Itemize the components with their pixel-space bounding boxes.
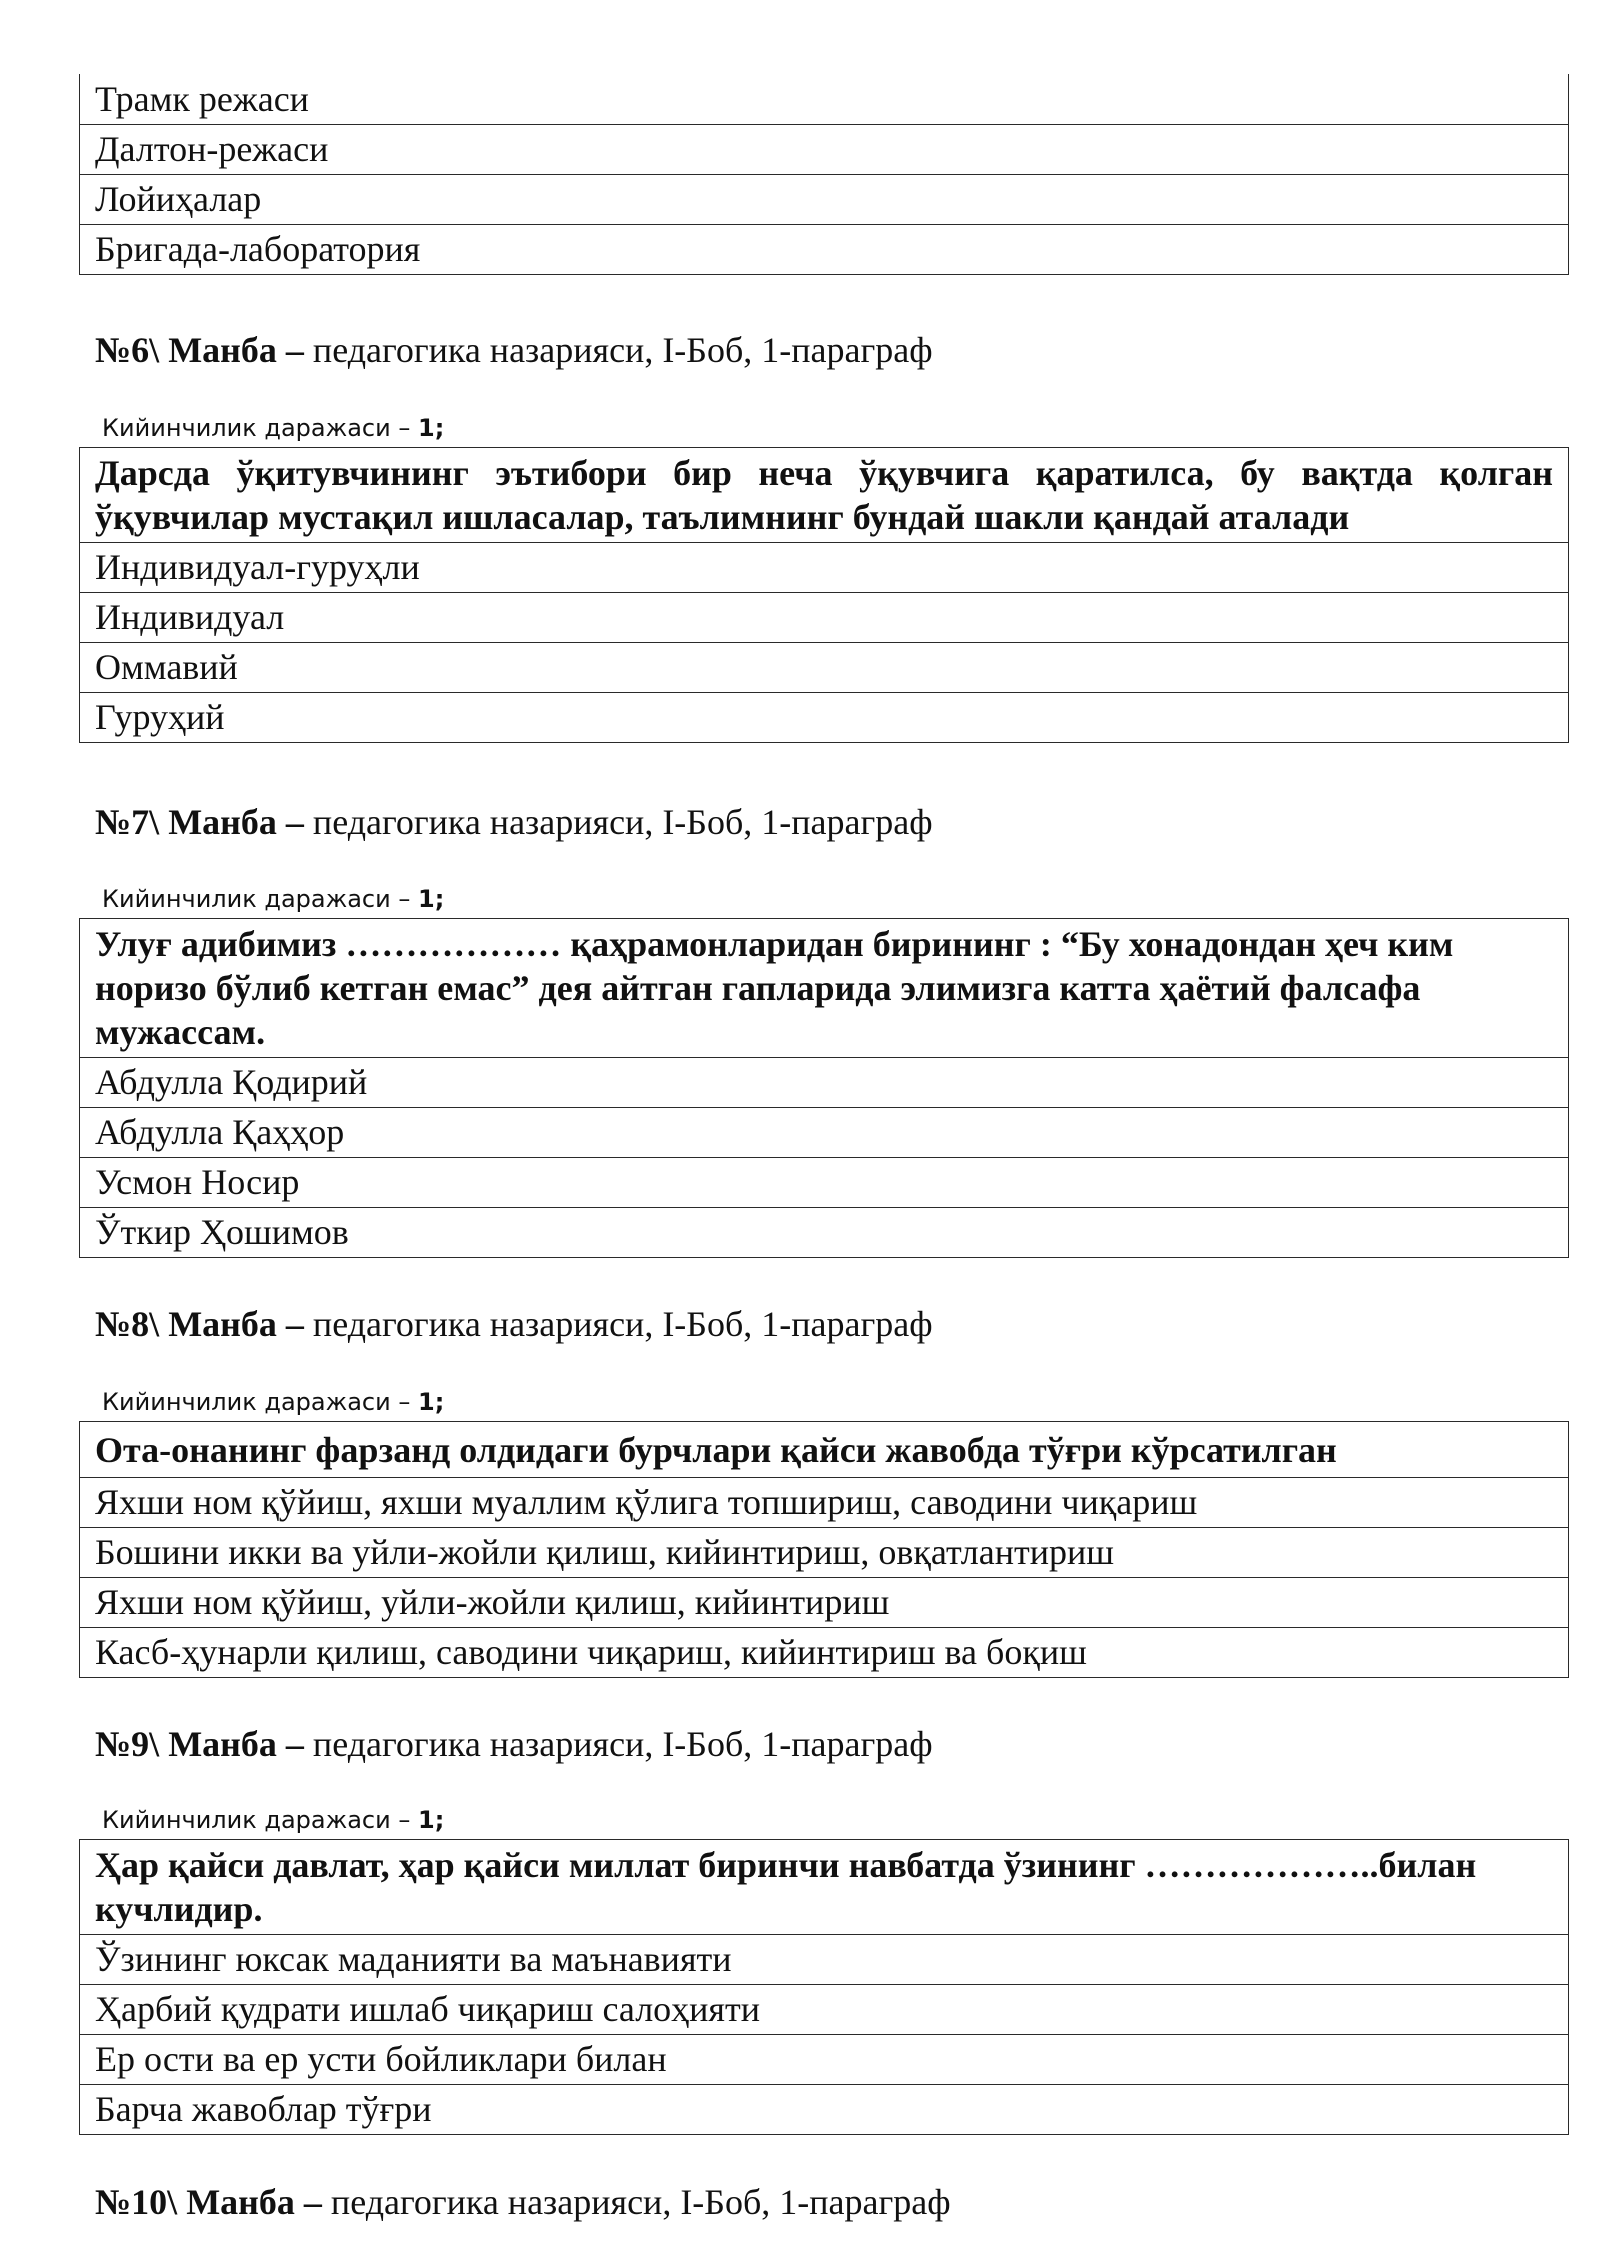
answer-row: [80, 643, 1569, 693]
answer-option: Барча жавоблар тўғри: [80, 2085, 1569, 2135]
question-table: [79, 918, 1569, 1258]
question-table: [79, 447, 1569, 743]
question-number: №6\: [95, 330, 160, 370]
question-number: №8\: [95, 1304, 160, 1344]
answer-row: [80, 125, 1569, 175]
answer-row: [80, 225, 1569, 275]
question-text: Ота-онанинг фарзанд олдидаги бурчлари қайси жавобда тўғри кўрсатилган: [80, 1422, 1569, 1478]
answer-option: Далтон-режаси: [80, 125, 1569, 175]
answer-option: Бошини икки ва уйли-жойли қилиш, кийинтириш, овқатлантириш: [80, 1528, 1569, 1578]
question-row: [80, 448, 1569, 543]
answer-option: Лойиҳалар: [80, 175, 1569, 225]
source-label: Манба –: [168, 802, 304, 842]
answer-option: Абдулла Қодирий: [80, 1058, 1569, 1108]
question-table: [79, 1839, 1569, 2135]
difficulty-level: [102, 884, 444, 914]
question-number: №10\: [95, 2182, 178, 2222]
difficulty-level: [102, 1805, 444, 1835]
source-text: педагогика назарияси, I-Боб, 1-параграф: [303, 802, 933, 842]
answer-row: [80, 1058, 1569, 1108]
question-text: Дарсда ўқитувчининг эътибори бир неча ўқувчига қаратилса, бу вақтда қолган ўқувчилар мустақил ишласалар, таълимнинг бундай шакли қандай аталади: [80, 448, 1569, 543]
question-text: Улуғ адибимиз ……………… қаҳрамонларидан бирининг : “Бу хонадондан ҳеч ким норизо бўлиб кетган емас” дея айтган гапларида элимизга катта ҳаётий фалсафа мужассам.: [80, 919, 1569, 1058]
source-text: педагогика назарияси, I-Боб, 1-параграф: [321, 2182, 951, 2222]
answer-row: [80, 1208, 1569, 1258]
difficulty-value: 1;: [418, 1388, 445, 1416]
answer-option: Абдулла Қаҳҳор: [80, 1108, 1569, 1158]
source-line: [95, 1302, 933, 1346]
source-text: педагогика назарияси, I-Боб, 1-параграф: [303, 1724, 933, 1764]
difficulty-value: 1;: [418, 1806, 445, 1834]
answer-row: [80, 1935, 1569, 1985]
source-line: [95, 800, 933, 844]
question-text: Ҳар қайси давлат, ҳар қайси миллат биринчи навбатда ўзининг ………………..билан кучлидир.: [80, 1840, 1569, 1935]
answer-option: Ўткир Ҳошимов: [80, 1208, 1569, 1258]
answer-row: [80, 1985, 1569, 2035]
answer-option: Гуруҳий: [80, 693, 1569, 743]
answer-row: [80, 1108, 1569, 1158]
difficulty-value: 1;: [418, 414, 445, 442]
difficulty-label: Кийинчилик даражаси –: [102, 1388, 411, 1416]
source-label: Манба –: [168, 330, 304, 370]
question-row: [80, 1840, 1569, 1935]
answer-option: Ўзининг юксак маданияти ва маънавияти: [80, 1935, 1569, 1985]
answer-row: [80, 1528, 1569, 1578]
answer-option: Индивидуал: [80, 593, 1569, 643]
question-row: [80, 919, 1569, 1058]
question-number: №7\: [95, 802, 160, 842]
answer-row: [80, 1158, 1569, 1208]
difficulty-level: [102, 1387, 444, 1417]
source-label: Манба –: [168, 1724, 304, 1764]
source-label: Манба –: [186, 2182, 322, 2222]
question-number: №9\: [95, 1724, 160, 1764]
answer-row: [80, 2035, 1569, 2085]
answer-option: Индивидуал-гуруҳли: [80, 543, 1569, 593]
answer-row: [80, 593, 1569, 643]
answer-option: Ер ости ва ер усти бойликлари билан: [80, 2035, 1569, 2085]
question-table: [79, 1421, 1569, 1678]
source-label: Манба –: [168, 1304, 304, 1344]
source-text: педагогика назарияси, I-Боб, 1-параграф: [303, 330, 933, 370]
answer-row: [80, 1628, 1569, 1678]
answer-option: Бригада-лаборатория: [80, 225, 1569, 275]
answer-row: [80, 175, 1569, 225]
difficulty-label: Кийинчилик даражаси –: [102, 1806, 411, 1834]
answer-option: Касб-ҳунарли қилиш, саводини чиқариш, кийинтириш ва боқиш: [80, 1628, 1569, 1678]
question-row: [80, 1422, 1569, 1478]
difficulty-value: 1;: [418, 885, 445, 913]
answer-row: [80, 693, 1569, 743]
source-line: [95, 2180, 951, 2224]
answer-option: Яхши ном қўйиш, яхши муаллим қўлига топшириш, саводини чиқариш: [80, 1478, 1569, 1528]
answer-option: Оммавий: [80, 643, 1569, 693]
answer-row: [80, 74, 1569, 125]
difficulty-level: [102, 413, 444, 443]
difficulty-label: Кийинчилик даражаси –: [102, 414, 411, 442]
answer-option: Ҳарбий қудрати ишлаб чиқариш салоҳияти: [80, 1985, 1569, 2035]
source-line: [95, 1722, 933, 1766]
answer-row: [80, 1578, 1569, 1628]
source-line: [95, 328, 933, 372]
answer-option: Трамк режаси: [80, 74, 1569, 125]
source-text: педагогика назарияси, I-Боб, 1-параграф: [303, 1304, 933, 1344]
answer-row: [80, 543, 1569, 593]
answer-row: [80, 1478, 1569, 1528]
answer-table-top: [79, 74, 1569, 275]
answer-row: [80, 2085, 1569, 2135]
answer-option: Усмон Носир: [80, 1158, 1569, 1208]
difficulty-label: Кийинчилик даражаси –: [102, 885, 411, 913]
answer-option: Яхши ном қўйиш, уйли-жойли қилиш, кийинтириш: [80, 1578, 1569, 1628]
